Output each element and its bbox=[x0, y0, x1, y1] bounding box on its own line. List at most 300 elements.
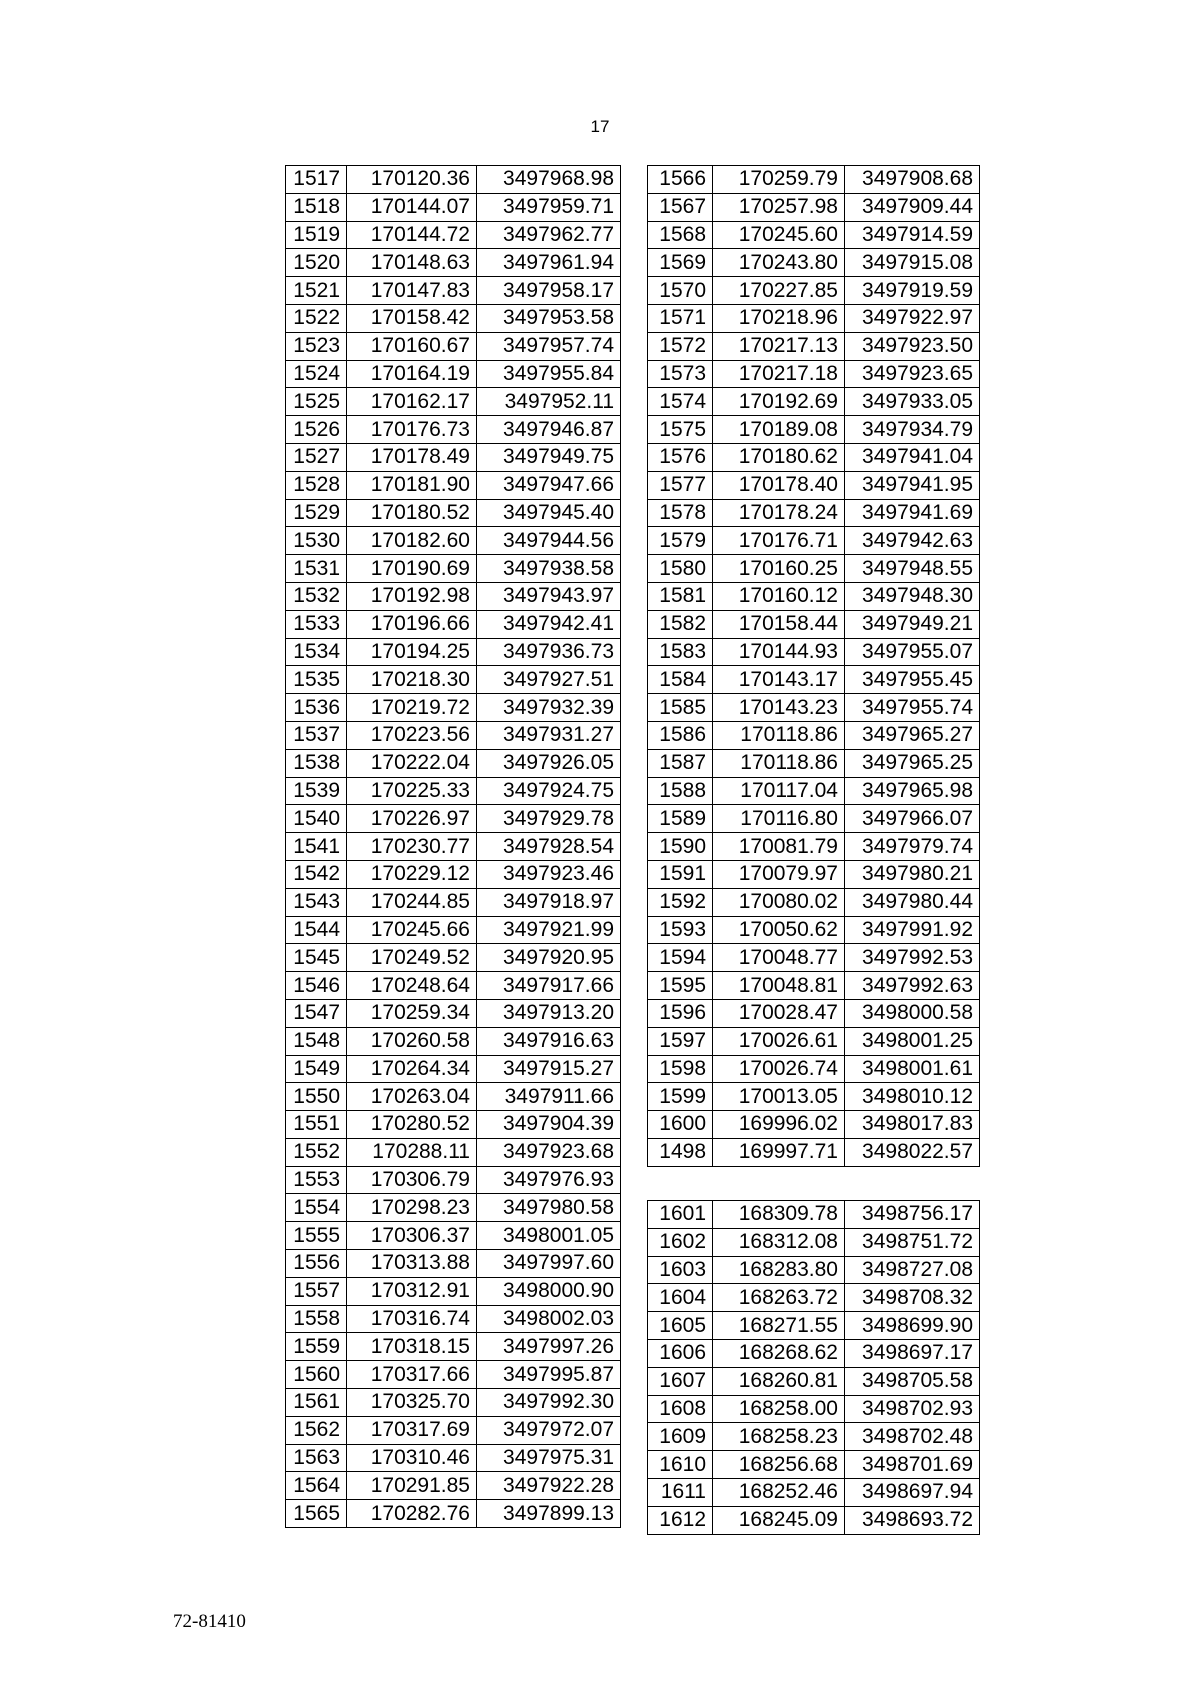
y-coordinate-cell: 3498000.58 bbox=[845, 999, 980, 1027]
x-coordinate-cell: 170226.97 bbox=[347, 805, 477, 833]
coordinates-table-right-top bbox=[647, 165, 980, 1167]
y-coordinate-cell: 3497957.74 bbox=[477, 332, 621, 360]
x-coordinate-cell: 170190.69 bbox=[347, 555, 477, 583]
point-id-cell: 1601 bbox=[648, 1201, 713, 1229]
point-id-cell: 1539 bbox=[286, 777, 347, 805]
point-id-cell: 1561 bbox=[286, 1389, 347, 1417]
point-id-cell: 1528 bbox=[286, 471, 347, 499]
point-id-cell: 1526 bbox=[286, 416, 347, 444]
x-coordinate-cell: 170192.69 bbox=[713, 388, 845, 416]
x-coordinate-cell: 170118.86 bbox=[713, 749, 845, 777]
y-coordinate-cell: 3497968.98 bbox=[477, 166, 621, 194]
table-row bbox=[286, 221, 621, 249]
point-id-cell: 1592 bbox=[648, 888, 713, 916]
x-coordinate-cell: 170306.79 bbox=[347, 1166, 477, 1194]
y-coordinate-cell: 3497966.07 bbox=[845, 805, 980, 833]
x-coordinate-cell: 170181.90 bbox=[347, 471, 477, 499]
y-coordinate-cell: 3497942.63 bbox=[845, 527, 980, 555]
point-id-cell: 1537 bbox=[286, 721, 347, 749]
point-id-cell: 1575 bbox=[648, 416, 713, 444]
table-row bbox=[286, 1222, 621, 1250]
x-coordinate-cell: 168258.23 bbox=[713, 1423, 845, 1451]
x-coordinate-cell: 170148.63 bbox=[347, 249, 477, 277]
x-coordinate-cell: 168258.00 bbox=[713, 1395, 845, 1423]
point-id-cell: 1586 bbox=[648, 721, 713, 749]
y-coordinate-cell: 3497992.30 bbox=[477, 1389, 621, 1417]
table-row bbox=[286, 277, 621, 305]
y-coordinate-cell: 3497909.44 bbox=[845, 193, 980, 221]
point-id-cell: 1542 bbox=[286, 860, 347, 888]
table-row bbox=[648, 582, 980, 610]
table-row bbox=[648, 944, 980, 972]
y-coordinate-cell: 3497953.58 bbox=[477, 304, 621, 332]
point-id-cell: 1556 bbox=[286, 1250, 347, 1278]
x-coordinate-cell: 170317.69 bbox=[347, 1416, 477, 1444]
table-row bbox=[648, 860, 980, 888]
point-id-cell: 1600 bbox=[648, 1111, 713, 1139]
table-row bbox=[648, 1312, 980, 1340]
y-coordinate-cell: 3498017.83 bbox=[845, 1111, 980, 1139]
x-coordinate-cell: 170192.98 bbox=[347, 582, 477, 610]
x-coordinate-cell: 170178.40 bbox=[713, 471, 845, 499]
point-id-cell: 1574 bbox=[648, 388, 713, 416]
y-coordinate-cell: 3497952.11 bbox=[477, 388, 621, 416]
point-id-cell: 1551 bbox=[286, 1111, 347, 1139]
x-coordinate-cell: 170244.85 bbox=[347, 888, 477, 916]
point-id-cell: 1608 bbox=[648, 1395, 713, 1423]
x-coordinate-cell: 170050.62 bbox=[713, 916, 845, 944]
x-coordinate-cell: 170013.05 bbox=[713, 1083, 845, 1111]
table-row bbox=[648, 1027, 980, 1055]
point-id-cell: 1535 bbox=[286, 666, 347, 694]
table-row bbox=[648, 416, 980, 444]
table-row bbox=[286, 916, 621, 944]
y-coordinate-cell: 3497979.74 bbox=[845, 833, 980, 861]
x-coordinate-cell: 170264.34 bbox=[347, 1055, 477, 1083]
table-row bbox=[286, 193, 621, 221]
table-row bbox=[286, 527, 621, 555]
y-coordinate-cell: 3497997.26 bbox=[477, 1333, 621, 1361]
x-coordinate-cell: 170325.70 bbox=[347, 1389, 477, 1417]
y-coordinate-cell: 3497914.59 bbox=[845, 221, 980, 249]
y-coordinate-cell: 3497958.17 bbox=[477, 277, 621, 305]
y-coordinate-cell: 3497945.40 bbox=[477, 499, 621, 527]
point-id-cell: 1540 bbox=[286, 805, 347, 833]
x-coordinate-cell: 170143.17 bbox=[713, 666, 845, 694]
x-coordinate-cell: 170282.76 bbox=[347, 1500, 477, 1528]
coordinates-table-left bbox=[285, 165, 621, 1528]
x-coordinate-cell: 168271.55 bbox=[713, 1312, 845, 1340]
y-coordinate-cell: 3497899.13 bbox=[477, 1500, 621, 1528]
x-coordinate-cell: 170180.52 bbox=[347, 499, 477, 527]
table-row bbox=[648, 1228, 980, 1256]
point-id-cell: 1555 bbox=[286, 1222, 347, 1250]
point-id-cell: 1588 bbox=[648, 777, 713, 805]
point-id-cell: 1584 bbox=[648, 666, 713, 694]
point-id-cell: 1607 bbox=[648, 1367, 713, 1395]
table-row bbox=[648, 443, 980, 471]
point-id-cell: 1536 bbox=[286, 694, 347, 722]
table-row bbox=[286, 360, 621, 388]
table-row bbox=[286, 443, 621, 471]
table-row bbox=[286, 1027, 621, 1055]
table-row bbox=[648, 1083, 980, 1111]
y-coordinate-cell: 3497938.58 bbox=[477, 555, 621, 583]
point-id-cell: 1602 bbox=[648, 1228, 713, 1256]
x-coordinate-cell: 170245.60 bbox=[713, 221, 845, 249]
x-coordinate-cell: 170164.19 bbox=[347, 360, 477, 388]
point-id-cell: 1558 bbox=[286, 1305, 347, 1333]
y-coordinate-cell: 3498702.48 bbox=[845, 1423, 980, 1451]
y-coordinate-cell: 3497955.07 bbox=[845, 638, 980, 666]
x-coordinate-cell: 170259.79 bbox=[713, 166, 845, 194]
table-row bbox=[286, 1111, 621, 1139]
x-coordinate-cell: 170178.49 bbox=[347, 443, 477, 471]
point-id-cell: 1559 bbox=[286, 1333, 347, 1361]
x-coordinate-cell: 169997.71 bbox=[713, 1138, 845, 1166]
point-id-cell: 1560 bbox=[286, 1361, 347, 1389]
y-coordinate-cell: 3497961.94 bbox=[477, 249, 621, 277]
table-row bbox=[286, 1472, 621, 1500]
y-coordinate-cell: 3497915.08 bbox=[845, 249, 980, 277]
y-coordinate-cell: 3497923.50 bbox=[845, 332, 980, 360]
table-row bbox=[648, 972, 980, 1000]
y-coordinate-cell: 3497965.25 bbox=[845, 749, 980, 777]
table-row bbox=[286, 416, 621, 444]
y-coordinate-cell: 3497933.05 bbox=[845, 388, 980, 416]
y-coordinate-cell: 3497941.69 bbox=[845, 499, 980, 527]
point-id-cell: 1587 bbox=[648, 749, 713, 777]
point-id-cell: 1545 bbox=[286, 944, 347, 972]
point-id-cell: 1563 bbox=[286, 1444, 347, 1472]
x-coordinate-cell: 170180.62 bbox=[713, 443, 845, 471]
table-row bbox=[648, 388, 980, 416]
y-coordinate-cell: 3498727.08 bbox=[845, 1256, 980, 1284]
point-id-cell: 1577 bbox=[648, 471, 713, 499]
y-coordinate-cell: 3498751.72 bbox=[845, 1228, 980, 1256]
x-coordinate-cell: 170313.88 bbox=[347, 1250, 477, 1278]
y-coordinate-cell: 3497948.55 bbox=[845, 555, 980, 583]
point-id-cell: 1583 bbox=[648, 638, 713, 666]
y-coordinate-cell: 3497941.95 bbox=[845, 471, 980, 499]
table-row bbox=[648, 360, 980, 388]
y-coordinate-cell: 3497919.59 bbox=[845, 277, 980, 305]
x-coordinate-cell: 170178.24 bbox=[713, 499, 845, 527]
y-coordinate-cell: 3497947.66 bbox=[477, 471, 621, 499]
y-coordinate-cell: 3497975.31 bbox=[477, 1444, 621, 1472]
table-row bbox=[648, 805, 980, 833]
y-coordinate-cell: 3497941.04 bbox=[845, 443, 980, 471]
x-coordinate-cell: 168268.62 bbox=[713, 1339, 845, 1367]
table-row bbox=[648, 777, 980, 805]
table-row bbox=[648, 249, 980, 277]
y-coordinate-cell: 3497944.56 bbox=[477, 527, 621, 555]
y-coordinate-cell: 3497908.68 bbox=[845, 166, 980, 194]
x-coordinate-cell: 170218.96 bbox=[713, 304, 845, 332]
y-coordinate-cell: 3497916.63 bbox=[477, 1027, 621, 1055]
y-coordinate-cell: 3498001.61 bbox=[845, 1055, 980, 1083]
point-id-cell: 1610 bbox=[648, 1451, 713, 1479]
point-id-cell: 1523 bbox=[286, 332, 347, 360]
point-id-cell: 1581 bbox=[648, 582, 713, 610]
y-coordinate-cell: 3497955.84 bbox=[477, 360, 621, 388]
y-coordinate-cell: 3498001.05 bbox=[477, 1222, 621, 1250]
table-row bbox=[648, 749, 980, 777]
x-coordinate-cell: 170176.73 bbox=[347, 416, 477, 444]
point-id-cell: 1576 bbox=[648, 443, 713, 471]
table-row bbox=[648, 1201, 980, 1229]
table-row bbox=[286, 304, 621, 332]
table-row bbox=[286, 582, 621, 610]
point-id-cell: 1566 bbox=[648, 166, 713, 194]
x-coordinate-cell: 168263.72 bbox=[713, 1284, 845, 1312]
point-id-cell: 1518 bbox=[286, 193, 347, 221]
y-coordinate-cell: 3498000.90 bbox=[477, 1277, 621, 1305]
point-id-cell: 1595 bbox=[648, 972, 713, 1000]
point-id-cell: 1524 bbox=[286, 360, 347, 388]
x-coordinate-cell: 170147.83 bbox=[347, 277, 477, 305]
table-row bbox=[648, 721, 980, 749]
point-id-cell: 1525 bbox=[286, 388, 347, 416]
y-coordinate-cell: 3497926.05 bbox=[477, 749, 621, 777]
y-coordinate-cell: 3497929.78 bbox=[477, 805, 621, 833]
point-id-cell: 1598 bbox=[648, 1055, 713, 1083]
table-row bbox=[286, 1444, 621, 1472]
y-coordinate-cell: 3497955.74 bbox=[845, 694, 980, 722]
table-row bbox=[286, 638, 621, 666]
table-row bbox=[286, 805, 621, 833]
table-row bbox=[286, 1389, 621, 1417]
point-id-cell: 1565 bbox=[286, 1500, 347, 1528]
y-coordinate-cell: 3497904.39 bbox=[477, 1111, 621, 1139]
footer-code: 72-81410 bbox=[173, 1611, 246, 1632]
y-coordinate-cell: 3498756.17 bbox=[845, 1201, 980, 1229]
table-row bbox=[648, 833, 980, 861]
x-coordinate-cell: 170229.12 bbox=[347, 860, 477, 888]
x-coordinate-cell: 168252.46 bbox=[713, 1478, 845, 1506]
y-coordinate-cell: 3497923.68 bbox=[477, 1138, 621, 1166]
point-id-cell: 1591 bbox=[648, 860, 713, 888]
y-coordinate-cell: 3497911.66 bbox=[477, 1083, 621, 1111]
point-id-cell: 1593 bbox=[648, 916, 713, 944]
x-coordinate-cell: 170310.46 bbox=[347, 1444, 477, 1472]
table-row bbox=[648, 1478, 980, 1506]
x-coordinate-cell: 170079.97 bbox=[713, 860, 845, 888]
x-coordinate-cell: 170158.44 bbox=[713, 610, 845, 638]
table-row bbox=[286, 1333, 621, 1361]
point-id-cell: 1531 bbox=[286, 555, 347, 583]
y-coordinate-cell: 3497923.65 bbox=[845, 360, 980, 388]
point-id-cell: 1548 bbox=[286, 1027, 347, 1055]
y-coordinate-cell: 3497942.41 bbox=[477, 610, 621, 638]
y-coordinate-cell: 3497965.27 bbox=[845, 721, 980, 749]
y-coordinate-cell: 3497948.30 bbox=[845, 582, 980, 610]
x-coordinate-cell: 169996.02 bbox=[713, 1111, 845, 1139]
point-id-cell: 1562 bbox=[286, 1416, 347, 1444]
x-coordinate-cell: 170144.93 bbox=[713, 638, 845, 666]
point-id-cell: 1568 bbox=[648, 221, 713, 249]
point-id-cell: 1547 bbox=[286, 999, 347, 1027]
point-id-cell: 1520 bbox=[286, 249, 347, 277]
y-coordinate-cell: 3497962.77 bbox=[477, 221, 621, 249]
point-id-cell: 1582 bbox=[648, 610, 713, 638]
y-coordinate-cell: 3498705.58 bbox=[845, 1367, 980, 1395]
point-id-cell: 1597 bbox=[648, 1027, 713, 1055]
table-row bbox=[286, 694, 621, 722]
x-coordinate-cell: 170028.47 bbox=[713, 999, 845, 1027]
point-id-cell: 1573 bbox=[648, 360, 713, 388]
table-row bbox=[648, 694, 980, 722]
y-coordinate-cell: 3497980.44 bbox=[845, 888, 980, 916]
y-coordinate-cell: 3497932.39 bbox=[477, 694, 621, 722]
x-coordinate-cell: 170117.04 bbox=[713, 777, 845, 805]
x-coordinate-cell: 170048.81 bbox=[713, 972, 845, 1000]
y-coordinate-cell: 3497931.27 bbox=[477, 721, 621, 749]
point-id-cell: 1572 bbox=[648, 332, 713, 360]
x-coordinate-cell: 170316.74 bbox=[347, 1305, 477, 1333]
table-row bbox=[648, 1506, 980, 1534]
table-row bbox=[648, 304, 980, 332]
table-row bbox=[286, 166, 621, 194]
x-coordinate-cell: 170312.91 bbox=[347, 1277, 477, 1305]
x-coordinate-cell: 168245.09 bbox=[713, 1506, 845, 1534]
x-coordinate-cell: 170116.80 bbox=[713, 805, 845, 833]
x-coordinate-cell: 170249.52 bbox=[347, 944, 477, 972]
x-coordinate-cell: 170217.13 bbox=[713, 332, 845, 360]
table-row bbox=[648, 1055, 980, 1083]
point-id-cell: 1530 bbox=[286, 527, 347, 555]
y-coordinate-cell: 3497992.63 bbox=[845, 972, 980, 1000]
y-coordinate-cell: 3498699.90 bbox=[845, 1312, 980, 1340]
x-coordinate-cell: 170081.79 bbox=[713, 833, 845, 861]
y-coordinate-cell: 3497946.87 bbox=[477, 416, 621, 444]
y-coordinate-cell: 3498002.03 bbox=[477, 1305, 621, 1333]
x-coordinate-cell: 170160.67 bbox=[347, 332, 477, 360]
table-row bbox=[286, 1194, 621, 1222]
coordinates-table-right-bottom bbox=[647, 1200, 980, 1535]
x-coordinate-cell: 170225.33 bbox=[347, 777, 477, 805]
point-id-cell: 1519 bbox=[286, 221, 347, 249]
point-id-cell: 1605 bbox=[648, 1312, 713, 1340]
table-row bbox=[286, 721, 621, 749]
table-row bbox=[648, 332, 980, 360]
table-row bbox=[648, 1138, 980, 1166]
point-id-cell: 1580 bbox=[648, 555, 713, 583]
x-coordinate-cell: 170248.64 bbox=[347, 972, 477, 1000]
x-coordinate-cell: 170298.23 bbox=[347, 1194, 477, 1222]
table-row bbox=[286, 944, 621, 972]
x-coordinate-cell: 170080.02 bbox=[713, 888, 845, 916]
point-id-cell: 1498 bbox=[648, 1138, 713, 1166]
point-id-cell: 1521 bbox=[286, 277, 347, 305]
x-coordinate-cell: 170118.86 bbox=[713, 721, 845, 749]
x-coordinate-cell: 170160.12 bbox=[713, 582, 845, 610]
table-row bbox=[286, 1305, 621, 1333]
y-coordinate-cell: 3497976.93 bbox=[477, 1166, 621, 1194]
table-row bbox=[286, 332, 621, 360]
table-row bbox=[648, 1367, 980, 1395]
y-coordinate-cell: 3498001.25 bbox=[845, 1027, 980, 1055]
x-coordinate-cell: 168256.68 bbox=[713, 1451, 845, 1479]
y-coordinate-cell: 3497949.75 bbox=[477, 443, 621, 471]
x-coordinate-cell: 170223.56 bbox=[347, 721, 477, 749]
table-row bbox=[648, 555, 980, 583]
table-row bbox=[648, 221, 980, 249]
x-coordinate-cell: 170263.04 bbox=[347, 1083, 477, 1111]
y-coordinate-cell: 3497913.20 bbox=[477, 999, 621, 1027]
x-coordinate-cell: 170230.77 bbox=[347, 833, 477, 861]
x-coordinate-cell: 170260.58 bbox=[347, 1027, 477, 1055]
table-row bbox=[648, 193, 980, 221]
point-id-cell: 1599 bbox=[648, 1083, 713, 1111]
table-row bbox=[648, 999, 980, 1027]
table-row bbox=[286, 1416, 621, 1444]
table-row bbox=[286, 1166, 621, 1194]
table-row bbox=[648, 1256, 980, 1284]
table-row bbox=[286, 471, 621, 499]
point-id-cell: 1594 bbox=[648, 944, 713, 972]
table-row bbox=[648, 471, 980, 499]
table-row bbox=[286, 388, 621, 416]
y-coordinate-cell: 3497997.60 bbox=[477, 1250, 621, 1278]
x-coordinate-cell: 170219.72 bbox=[347, 694, 477, 722]
table-row bbox=[648, 610, 980, 638]
x-coordinate-cell: 170158.42 bbox=[347, 304, 477, 332]
table-row bbox=[648, 1284, 980, 1312]
table-row bbox=[286, 749, 621, 777]
point-id-cell: 1554 bbox=[286, 1194, 347, 1222]
point-id-cell: 1553 bbox=[286, 1166, 347, 1194]
table-row bbox=[286, 610, 621, 638]
y-coordinate-cell: 3498022.57 bbox=[845, 1138, 980, 1166]
table-row bbox=[286, 860, 621, 888]
y-coordinate-cell: 3498708.32 bbox=[845, 1284, 980, 1312]
x-coordinate-cell: 170048.77 bbox=[713, 944, 845, 972]
y-coordinate-cell: 3498697.94 bbox=[845, 1478, 980, 1506]
y-coordinate-cell: 3497936.73 bbox=[477, 638, 621, 666]
x-coordinate-cell: 168260.81 bbox=[713, 1367, 845, 1395]
page-number: 17 bbox=[590, 117, 610, 136]
table-row bbox=[286, 1138, 621, 1166]
table-row bbox=[648, 888, 980, 916]
point-id-cell: 1546 bbox=[286, 972, 347, 1000]
x-coordinate-cell: 170318.15 bbox=[347, 1333, 477, 1361]
x-coordinate-cell: 168283.80 bbox=[713, 1256, 845, 1284]
x-coordinate-cell: 170162.17 bbox=[347, 388, 477, 416]
table-row bbox=[648, 1339, 980, 1367]
point-id-cell: 1550 bbox=[286, 1083, 347, 1111]
x-coordinate-cell: 170144.72 bbox=[347, 221, 477, 249]
y-coordinate-cell: 3497928.54 bbox=[477, 833, 621, 861]
x-coordinate-cell: 170143.23 bbox=[713, 694, 845, 722]
x-coordinate-cell: 170259.34 bbox=[347, 999, 477, 1027]
point-id-cell: 1585 bbox=[648, 694, 713, 722]
table-row bbox=[648, 527, 980, 555]
point-id-cell: 1569 bbox=[648, 249, 713, 277]
table-row bbox=[286, 666, 621, 694]
point-id-cell: 1611 bbox=[648, 1478, 713, 1506]
y-coordinate-cell: 3497922.97 bbox=[845, 304, 980, 332]
x-coordinate-cell: 170026.61 bbox=[713, 1027, 845, 1055]
x-coordinate-cell: 170196.66 bbox=[347, 610, 477, 638]
point-id-cell: 1589 bbox=[648, 805, 713, 833]
table-row bbox=[286, 1361, 621, 1389]
table-row bbox=[286, 249, 621, 277]
point-id-cell: 1529 bbox=[286, 499, 347, 527]
point-id-cell: 1603 bbox=[648, 1256, 713, 1284]
table-row bbox=[286, 888, 621, 916]
table-row bbox=[286, 1055, 621, 1083]
